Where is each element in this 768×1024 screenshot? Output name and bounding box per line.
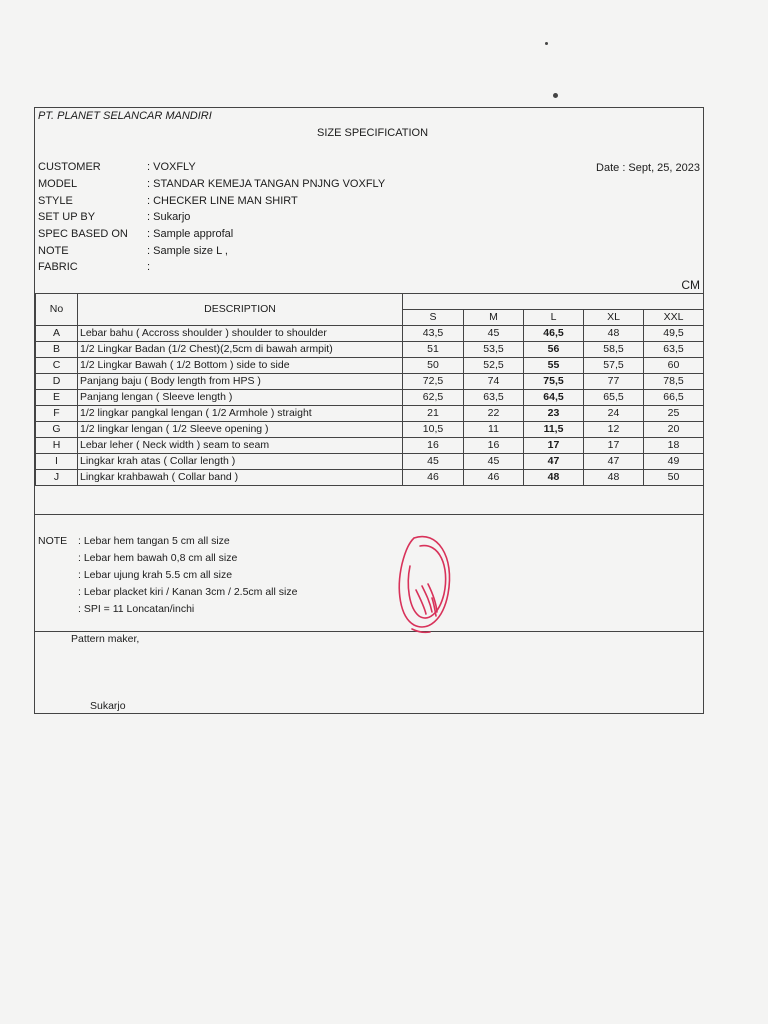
model-value: : STANDAR KEMEJA TANGAN PNJNG VOXFLY xyxy=(147,178,386,190)
size-value: 43,5 xyxy=(403,326,464,342)
size-value: 62,5 xyxy=(403,390,464,406)
size-spec-table xyxy=(35,293,704,486)
size-value: 21 xyxy=(403,406,464,422)
size-value: 12 xyxy=(584,422,644,438)
size-header: XL xyxy=(584,310,644,326)
row-description: Lebar leher ( Neck width ) seam to seam xyxy=(78,438,403,454)
document-title: SIZE SPECIFICATION xyxy=(317,127,429,139)
size-value: 46 xyxy=(403,470,464,486)
table-row xyxy=(36,342,704,358)
spec-sheet xyxy=(34,107,704,714)
table-row xyxy=(36,438,704,454)
row-code: G xyxy=(36,422,78,438)
table-row xyxy=(36,422,704,438)
row-description: Panjang lengan ( Sleeve length ) xyxy=(78,390,403,406)
size-value: 45 xyxy=(403,454,464,470)
size-header-spacer xyxy=(403,294,704,310)
size-value: 47 xyxy=(584,454,644,470)
table-row xyxy=(36,390,704,406)
row-description: 1/2 Lingkar Bawah ( 1/2 Bottom ) side to side xyxy=(78,358,403,374)
unit-label: CM xyxy=(681,278,700,292)
fabric-value: : xyxy=(147,261,151,273)
size-value: 65,5 xyxy=(584,390,644,406)
row-code: C xyxy=(36,358,78,374)
row-code: A xyxy=(36,326,78,342)
size-value: 57,5 xyxy=(584,358,644,374)
note-item: : Lebar hem bawah 0,8 cm all size xyxy=(78,552,238,564)
pattern-maker-label: Pattern maker, xyxy=(71,633,140,645)
spec-based-on-value: : Sample approfal xyxy=(147,228,234,240)
size-value: 50 xyxy=(403,358,464,374)
table-row xyxy=(36,454,704,470)
row-code: B xyxy=(36,342,78,358)
size-value: 56 xyxy=(524,342,584,358)
row-code: H xyxy=(36,438,78,454)
row-description: Lebar bahu ( Accross shoulder ) shoulder to shoulder xyxy=(78,326,403,342)
section-divider xyxy=(35,631,703,632)
setup-by-value: : Sukarjo xyxy=(147,211,191,223)
size-value: 46,5 xyxy=(524,326,584,342)
approval-paraf-stamp xyxy=(392,528,458,638)
note-label: NOTE xyxy=(38,245,69,257)
row-code: E xyxy=(36,390,78,406)
size-value: 18 xyxy=(644,438,704,454)
table-row xyxy=(36,326,704,342)
size-value: 11,5 xyxy=(524,422,584,438)
row-description: 1/2 lingkar pangkal lengan ( 1/2 Armhole ) straight xyxy=(78,406,403,422)
column-header-description: DESCRIPTION xyxy=(78,294,403,326)
row-description: 1/2 lingkar lengan ( 1/2 Sleeve opening ) xyxy=(78,422,403,438)
size-value: 45 xyxy=(464,454,524,470)
size-value: 17 xyxy=(524,438,584,454)
note-value: : Sample size L , xyxy=(147,245,228,257)
size-value: 48 xyxy=(584,326,644,342)
table-row xyxy=(36,358,704,374)
spec-based-on-label: SPEC BASED ON xyxy=(38,228,128,240)
size-header: S xyxy=(403,310,464,326)
signer-name: Sukarjo xyxy=(90,700,126,712)
notes-indent xyxy=(38,584,78,601)
size-value: 77 xyxy=(584,374,644,390)
size-value: 22 xyxy=(464,406,524,422)
notes-indent xyxy=(38,601,78,618)
table-row xyxy=(36,374,704,390)
size-value: 74 xyxy=(464,374,524,390)
size-value: 45 xyxy=(464,326,524,342)
notes-indent xyxy=(38,550,78,567)
size-value: 23 xyxy=(524,406,584,422)
size-value: 52,5 xyxy=(464,358,524,374)
model-label: MODEL xyxy=(38,178,78,190)
size-value: 20 xyxy=(644,422,704,438)
size-value: 55 xyxy=(524,358,584,374)
size-value: 75,5 xyxy=(524,374,584,390)
notes-block xyxy=(38,533,297,618)
note-item: : Lebar placket kiri / Kanan 3cm / 2.5cm all size xyxy=(78,586,298,598)
size-value: 60 xyxy=(644,358,704,374)
row-description: Lingkar krahbawah ( Collar band ) xyxy=(78,470,403,486)
size-header: M xyxy=(464,310,524,326)
size-value: 16 xyxy=(464,438,524,454)
note-item: : SPI = 11 Loncatan/inchi xyxy=(78,603,195,615)
document-date: Date : Sept, 25, 2023 xyxy=(596,162,700,174)
table-row xyxy=(36,470,704,486)
size-value: 64,5 xyxy=(524,390,584,406)
note-item: : Lebar ujung krah 5.5 cm all size xyxy=(78,569,233,581)
section-divider xyxy=(35,514,703,515)
notes-indent xyxy=(38,567,78,584)
size-header: L xyxy=(524,310,584,326)
size-value: 66,5 xyxy=(644,390,704,406)
size-value: 49 xyxy=(644,454,704,470)
row-code: F xyxy=(36,406,78,422)
row-description: Lingkar krah atas ( Collar length ) xyxy=(78,454,403,470)
size-value: 46 xyxy=(464,470,524,486)
size-value: 72,5 xyxy=(403,374,464,390)
size-value: 63,5 xyxy=(464,390,524,406)
column-header-no: No xyxy=(36,294,78,326)
company-name: PT. PLANET SELANCAR MANDIRI xyxy=(38,110,212,122)
size-value: 48 xyxy=(524,470,584,486)
size-value: 49,5 xyxy=(644,326,704,342)
notes-label: NOTE xyxy=(38,535,68,547)
row-description: Panjang baju ( Body length from HPS ) xyxy=(78,374,403,390)
row-code: I xyxy=(36,454,78,470)
note-item: : Lebar hem tangan 5 cm all size xyxy=(78,535,230,547)
table-row xyxy=(36,406,704,422)
customer-value: : VOXFLY xyxy=(147,161,196,173)
row-code: J xyxy=(36,470,78,486)
size-value: 16 xyxy=(403,438,464,454)
customer-label: CUSTOMER xyxy=(38,161,101,173)
style-label: STYLE xyxy=(38,195,73,207)
size-value: 78,5 xyxy=(644,374,704,390)
size-value: 11 xyxy=(464,422,524,438)
paper-speck xyxy=(545,42,548,45)
setup-by-label: SET UP BY xyxy=(38,211,96,223)
paper-speck xyxy=(553,93,558,98)
size-value: 50 xyxy=(644,470,704,486)
size-value: 10,5 xyxy=(403,422,464,438)
size-value: 17 xyxy=(584,438,644,454)
size-value: 48 xyxy=(584,470,644,486)
row-code: D xyxy=(36,374,78,390)
size-value: 24 xyxy=(584,406,644,422)
size-value: 63,5 xyxy=(644,342,704,358)
fabric-label: FABRIC xyxy=(38,261,78,273)
size-value: 25 xyxy=(644,406,704,422)
size-value: 51 xyxy=(403,342,464,358)
style-value: : CHECKER LINE MAN SHIRT xyxy=(147,195,298,207)
size-value: 58,5 xyxy=(584,342,644,358)
size-header: XXL xyxy=(644,310,704,326)
row-description: 1/2 Lingkar Badan (1/2 Chest)(2,5cm di bawah armpit) xyxy=(78,342,403,358)
size-value: 53,5 xyxy=(464,342,524,358)
size-value: 47 xyxy=(524,454,584,470)
